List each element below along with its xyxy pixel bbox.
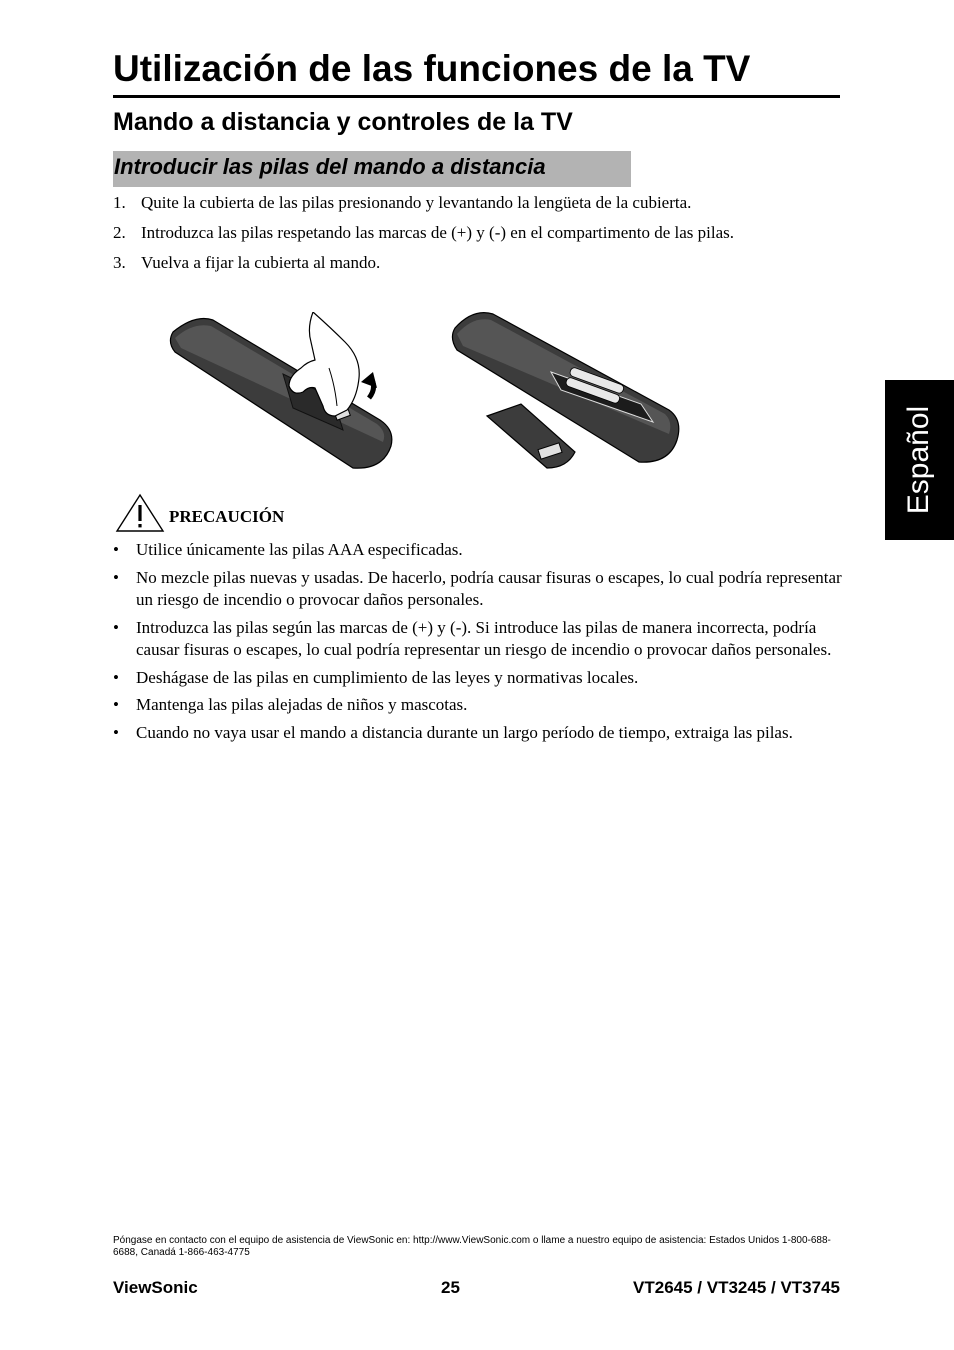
step-item (113, 192, 843, 214)
caution-label: PRECAUCIÓN (169, 507, 285, 526)
page-title: Utilización de las funciones de la TV (113, 48, 751, 89)
caution-item-text: Mantenga las pilas alejadas de niños y mascotas. (136, 695, 468, 714)
step-text: Vuelva a fijar la cubierta al mando. (141, 253, 381, 272)
bullet: • (113, 722, 119, 742)
caution-list (113, 539, 843, 749)
caution-item-text: Introduzca las pilas según las marcas de (+) y (-). Si introduce las pilas de manera incorrecta, podría causar fisuras o escapes, lo cual podría representar un riesgo de incendio o provocar daños personales. (136, 617, 832, 659)
step-text: Introduzca las pilas respetando las marcas de (+) y (-) en el compartimento de las pilas. (141, 223, 735, 242)
bullet: • (113, 540, 119, 559)
caution-item-text: No mezcle pilas nuevas y usadas. De hacerlo, podría causar fisuras o escapes, lo cual podría representar un riesgo de incendio o provocar daños personales. (136, 567, 842, 609)
title-rule (113, 95, 840, 98)
section-heading: Mando a distancia y controles de la TV (113, 108, 573, 136)
page-number: 25 (441, 1278, 460, 1297)
caution-item (113, 617, 843, 662)
caution-item (113, 567, 843, 612)
step-number: 2. (113, 223, 126, 242)
steps-list (113, 192, 843, 282)
bullet: • (113, 617, 119, 637)
footer-models: VT2645 / VT3245 / VT3745 (633, 1278, 840, 1297)
bullet: • (113, 667, 119, 687)
step-number: 1. (113, 193, 126, 212)
language-side-tab (885, 380, 954, 540)
footer-brand: ViewSonic (113, 1278, 198, 1297)
caution-item-text: Cuando no vaya usar el mando a distancia durante un largo período de tiempo, extraiga las pilas. (136, 722, 793, 742)
step-number: 3. (113, 253, 126, 272)
step-text: Quite la cubierta de las pilas presionando y levantando la lengüeta de la cubierta. (141, 193, 692, 212)
caution-item (113, 694, 843, 717)
step-item (113, 222, 843, 244)
sub-heading: Introducir las pilas del mando a distancia (113, 151, 631, 187)
warning-triangle-icon (115, 493, 165, 533)
bullet: • (113, 695, 119, 714)
caution-item (113, 539, 843, 562)
caution-item (113, 667, 843, 690)
support-contact-text: Póngase en contacto con el equipo de asistencia de ViewSonic en: http://www.ViewSonic.com o llame a nuestro equipo de asistencia: Estados Unidos 1-800-688-6688, Canadá 1-866-463-4775 (113, 1235, 831, 1258)
remote-cover-removal-illustration (165, 312, 395, 472)
caution-item-text: Utilice únicamente las pilas AAA especificadas. (136, 540, 463, 559)
bullet: • (113, 567, 119, 587)
step-item (113, 252, 843, 274)
caution-item (113, 722, 843, 745)
caution-item-text: Deshágase de las pilas en cumplimiento de las leyes y normativas locales. (136, 667, 639, 687)
remote-battery-compartment-illustration (447, 306, 682, 471)
language-side-tab-label: Español (902, 405, 936, 515)
lift-arrow-head (361, 372, 377, 388)
